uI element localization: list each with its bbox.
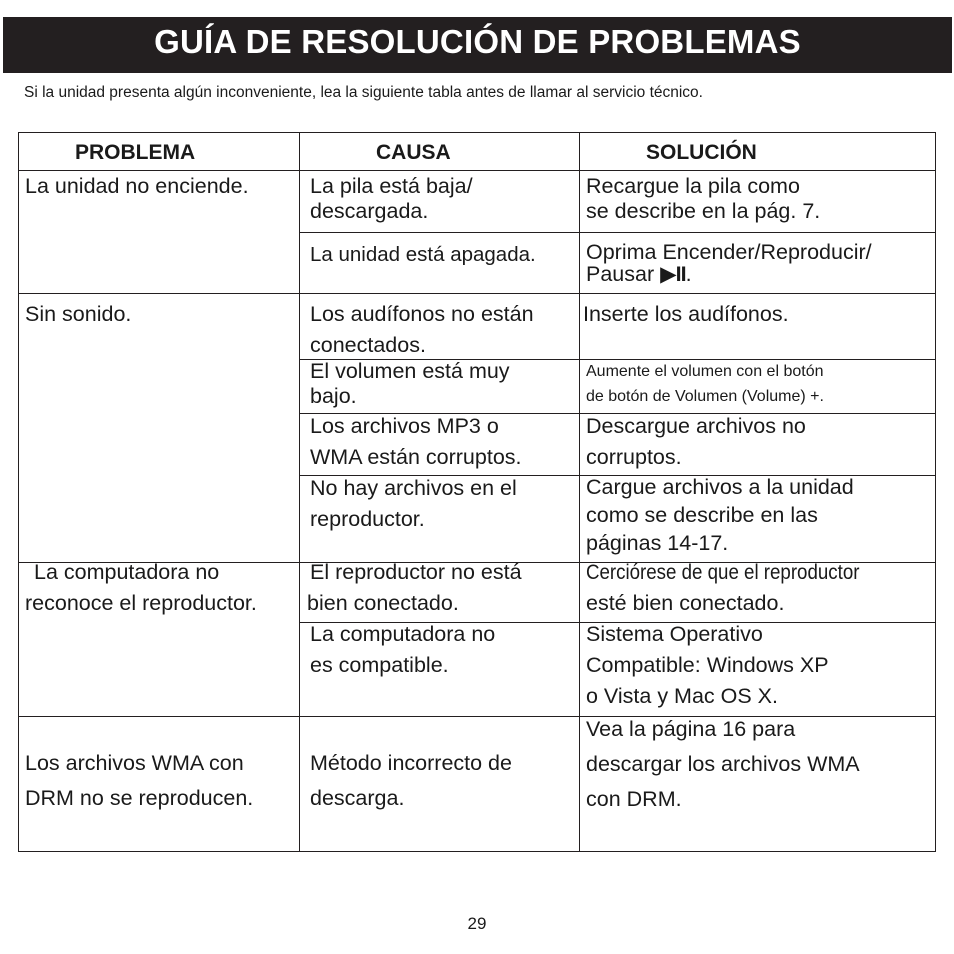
- sub-row-divider: [299, 232, 935, 233]
- cause-line: Los archivos MP3 o: [310, 414, 499, 438]
- cause-line: bajo.: [310, 384, 357, 408]
- cause-line: La pila está baja/: [310, 174, 473, 198]
- problem-no-sound: Sin sonido.: [25, 302, 132, 326]
- cause-low-battery: [310, 174, 473, 224]
- cause-line: descarga.: [310, 786, 405, 810]
- cause-line: reproductor.: [310, 507, 425, 531]
- solution-line: corruptos.: [586, 445, 682, 469]
- title-bar: [3, 17, 952, 73]
- solution-line: [586, 263, 872, 285]
- solution-line: Descargue archivos no: [586, 414, 806, 438]
- solution-line: páginas 14-17.: [586, 531, 729, 555]
- cause-not-compatible: [310, 619, 495, 681]
- solution-line: Vea la página 16 para: [586, 717, 796, 741]
- cause-unit-off: La unidad está apagada.: [310, 243, 536, 266]
- solution-line: Compatible: Windows XP: [586, 653, 829, 677]
- cause-line: descargada.: [310, 199, 429, 223]
- solution-text: .: [685, 262, 692, 286]
- solution-line: de botón de Volumen (Volume) +.: [586, 388, 824, 405]
- problem-line: reconoce el reproductor.: [25, 591, 257, 615]
- header-cause: CAUSA: [376, 141, 451, 164]
- solution-line: Oprima Encender/Reproducir/: [586, 240, 872, 264]
- problem-not-recognized: [25, 557, 257, 619]
- cause-corrupt-files: [310, 411, 522, 473]
- cause-line: El volumen está muy: [310, 359, 510, 383]
- solution-check-connection: [586, 557, 900, 619]
- cause-line: Método incorrecto de: [310, 751, 512, 775]
- row-divider: [19, 293, 935, 294]
- cause-line: WMA están corruptos.: [310, 445, 522, 469]
- problem-line: La computadora no: [34, 560, 220, 584]
- cause-line: bien conectado.: [307, 591, 459, 615]
- cause-line: conectados.: [310, 333, 426, 357]
- column-divider: [579, 133, 580, 851]
- problem-wma-drm: [25, 746, 253, 816]
- solution-line: Recargue la pila como: [586, 174, 800, 198]
- cause-headphones-disconnected: [310, 299, 534, 361]
- cause-line: Los audífonos no están: [310, 302, 534, 326]
- problem-line: Los archivos WMA con: [25, 751, 244, 775]
- solution-line: o Vista y Mac OS X.: [586, 684, 778, 708]
- solution-line: descargar los archivos WMA: [586, 752, 860, 776]
- header-solution: SOLUCIÓN: [646, 141, 757, 164]
- cause-line: La computadora no: [310, 622, 496, 646]
- page-title: GUÍA DE RESOLUCIÓN DE PROBLEMAS: [154, 23, 801, 60]
- solution-see-page-16: [586, 712, 860, 817]
- cause-no-files: [310, 473, 517, 535]
- page-number: 29: [467, 914, 487, 933]
- solution-insert-headphones: Inserte los audífonos.: [583, 302, 789, 326]
- solution-line: esté bien conectado.: [586, 591, 785, 615]
- cause-volume-low: [310, 359, 510, 409]
- intro-text: Si la unidad presenta algún inconveniente, lea la siguiente tabla antes de llamar al servicio técnico.: [24, 84, 703, 101]
- solution-press-power: [586, 241, 872, 285]
- cause-not-connected: [307, 557, 522, 619]
- solution-text: Pausar: [586, 262, 655, 286]
- solution-line: [586, 557, 900, 588]
- problem-no-power: La unidad no enciende.: [25, 174, 249, 198]
- solution-recharge-battery: [586, 174, 820, 224]
- cause-wrong-download: [310, 746, 512, 816]
- solution-download-files: [586, 411, 806, 473]
- solution-line: con DRM.: [586, 787, 682, 811]
- cause-line: No hay archivos en el: [310, 476, 517, 500]
- troubleshooting-table: [18, 132, 936, 852]
- header-problem: PROBLEMA: [75, 141, 196, 164]
- solution-line: Aumente el volumen con el botón: [586, 363, 824, 380]
- cause-line: El reproductor no está: [310, 560, 522, 584]
- solution-load-files: [586, 473, 854, 557]
- column-divider: [299, 133, 300, 851]
- cause-line: es compatible.: [310, 653, 449, 677]
- solution-line: Sistema Operativo: [586, 622, 763, 646]
- solution-line: se describe en la pág. 7.: [586, 199, 821, 223]
- solution-line: como se describe en las: [586, 503, 818, 527]
- solution-increase-volume: [586, 359, 824, 409]
- solution-text: Cerciórese de que el reproductor: [586, 560, 860, 584]
- problem-line: DRM no se reproducen.: [25, 786, 254, 810]
- solution-line: Cargue archivos a la unidad: [586, 475, 854, 499]
- play-pause-icon: ▶II: [660, 262, 686, 286]
- solution-compatible-os: [586, 619, 829, 712]
